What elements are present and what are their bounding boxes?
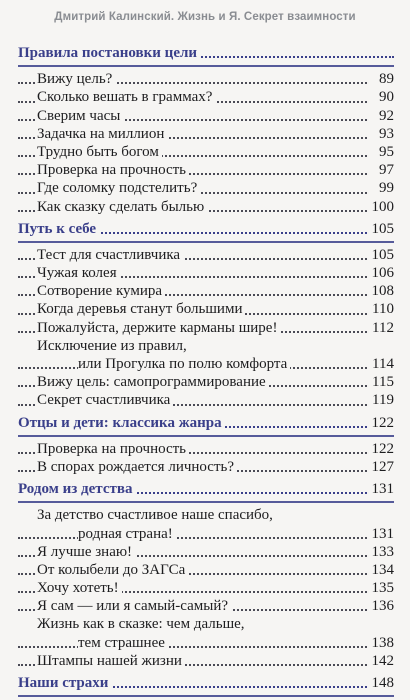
section-divider: [18, 435, 394, 437]
toc-section[interactable]: [18, 44, 394, 62]
toc-entry[interactable]: [18, 337, 394, 355]
toc-entry-page-number: 136: [367, 597, 394, 615]
toc-entry-title: Я сам — или я самый-самый?: [37, 598, 231, 614]
toc-entry-page-number: 100: [367, 198, 394, 216]
toc-entry-page-number: 115: [367, 373, 394, 391]
toc-entry-continuation-page-number: 131: [367, 525, 394, 543]
toc-section-title: Правила постановки цели: [18, 45, 200, 61]
toc-entry-title: В спорах рождается личность?: [37, 459, 237, 475]
toc-entry-page-number: 89: [367, 70, 394, 88]
toc-entry[interactable]: [18, 161, 394, 179]
toc-entry-title: Задачка на миллион: [37, 126, 167, 142]
toc-entry-page-number: 92: [367, 107, 394, 125]
toc-entry-page-number: 127: [367, 458, 394, 476]
toc-section[interactable]: [18, 480, 394, 498]
toc-entry-continuation-page-number: 114: [367, 355, 394, 373]
toc-entry-page-number: 93: [367, 125, 394, 143]
toc-entry[interactable]: [18, 143, 394, 161]
toc-entry[interactable]: [18, 246, 394, 264]
toc-entry[interactable]: [18, 615, 394, 633]
toc-entry-page-number: 99: [367, 179, 394, 197]
toc-entry-title: Проверка на прочность: [37, 441, 189, 457]
toc-section-page-number: 148: [367, 674, 394, 692]
toc-entry-page-number: 134: [367, 561, 394, 579]
toc-entry[interactable]: [18, 70, 394, 88]
section-divider: [18, 695, 394, 697]
toc-entry-title: Пожалуйста, держите карманы шире!: [37, 320, 280, 336]
toc-entry-title: Секрет счастливчика: [37, 392, 173, 408]
toc-entry[interactable]: [18, 373, 394, 391]
toc-entry[interactable]: [18, 282, 394, 300]
toc-entry-title: Исключение из правил,: [37, 338, 190, 354]
toc-section[interactable]: [18, 414, 394, 432]
toc-entry[interactable]: [18, 300, 394, 318]
toc-section-page-number: 105: [367, 220, 394, 238]
toc-entry[interactable]: [18, 440, 394, 458]
toc-entry-title: Проверка на прочность: [37, 162, 189, 178]
toc-entry[interactable]: [18, 561, 394, 579]
toc-entry[interactable]: [18, 107, 394, 125]
toc-entry-page-number: 106: [367, 264, 394, 282]
toc-entry-page-number: 122: [367, 440, 394, 458]
section-divider: [18, 501, 394, 503]
toc-entry-title: Сколько вешать в граммах?: [37, 89, 215, 105]
toc-entry-page-number: 105: [367, 246, 394, 264]
toc-entry[interactable]: [18, 264, 394, 282]
toc-entry-page-number: 110: [367, 300, 394, 318]
toc-section-title: Отцы и дети: классика жанра: [18, 415, 225, 431]
toc-section[interactable]: [18, 674, 394, 692]
toc-entry-page-number: 108: [367, 282, 394, 300]
toc-entry-continuation-title: тем страшнее: [78, 635, 168, 651]
toc-entry-page-number: 112: [367, 319, 394, 337]
toc-entry-page-number: 90: [367, 88, 394, 106]
toc-entry[interactable]: [18, 319, 394, 337]
toc-entry[interactable]: [18, 506, 394, 524]
toc-entry-title: Хочу хотеть!: [37, 580, 122, 596]
toc-entry-title: Трудно быть богом: [37, 144, 162, 160]
toc-entry[interactable]: [18, 179, 394, 197]
toc-entry[interactable]: [18, 198, 394, 216]
toc-entry-continuation[interactable]: [18, 355, 394, 373]
toc-entry-title: Чужая колея: [37, 265, 120, 281]
toc-section-page-number: 131: [367, 480, 394, 498]
section-divider: [18, 65, 394, 67]
toc-entry-continuation[interactable]: [18, 525, 394, 543]
toc-entry[interactable]: [18, 125, 394, 143]
toc-entry-continuation-page-number: 138: [367, 634, 394, 652]
running-header: Дмитрий Калинский. Жизнь и Я. Секрет взаимности: [54, 11, 356, 23]
table-of-contents: [18, 40, 394, 700]
toc-entry[interactable]: [18, 391, 394, 409]
toc-entry[interactable]: [18, 652, 394, 670]
toc-section-title: Наши страхи: [18, 675, 111, 691]
toc-entry-page-number: 119: [367, 391, 394, 409]
toc-entry-title: Сотворение кумира: [37, 283, 165, 299]
toc-entry[interactable]: [18, 543, 394, 561]
toc-entry-continuation[interactable]: [18, 634, 394, 652]
toc-entry-title: Сверим часы: [37, 108, 123, 124]
toc-entry-title: Вижу цель: самопрограммирование: [37, 374, 269, 390]
toc-entry-continuation-title: или Прогулка по полю комфорта: [78, 356, 290, 372]
toc-entry-title: Штампы нашей жизни: [37, 653, 185, 669]
toc-entry[interactable]: [18, 88, 394, 106]
toc-entry-title: Как сказку сделать былью: [37, 199, 207, 215]
toc-entry-title: За детство счастливое наше спасибо,: [37, 507, 276, 523]
toc-entry-title: Тест для счастливчика: [37, 247, 183, 263]
toc-entry-title: Когда деревья станут большими: [37, 301, 245, 317]
toc-entry-title: Жизнь как в сказке: чем дальше,: [37, 616, 248, 632]
toc-section[interactable]: [18, 220, 394, 238]
toc-entry-title: От колыбели до ЗАГСа: [37, 562, 188, 578]
toc-entry[interactable]: [18, 458, 394, 476]
toc-entry[interactable]: [18, 597, 394, 615]
toc-section-title: Путь к себе: [18, 221, 99, 237]
toc-entry-page-number: 97: [367, 161, 394, 179]
toc-section-page-number: 122: [367, 414, 394, 432]
toc-entry-title: Где соломку подстелить?: [37, 180, 200, 196]
toc-entry-page-number: 135: [367, 579, 394, 597]
section-divider: [18, 241, 394, 243]
toc-entry[interactable]: [18, 579, 394, 597]
toc-entry-continuation-title: родная страна!: [78, 526, 176, 542]
toc-entry-title: Я лучше знаю!: [37, 544, 135, 560]
toc-section-title: Родом из детства: [18, 481, 135, 497]
toc-entry-page-number: 142: [367, 652, 394, 670]
toc-entry-page-number: 133: [367, 543, 394, 561]
toc-entry-title: Вижу цель?: [37, 71, 115, 87]
toc-entry-page-number: 95: [367, 143, 394, 161]
